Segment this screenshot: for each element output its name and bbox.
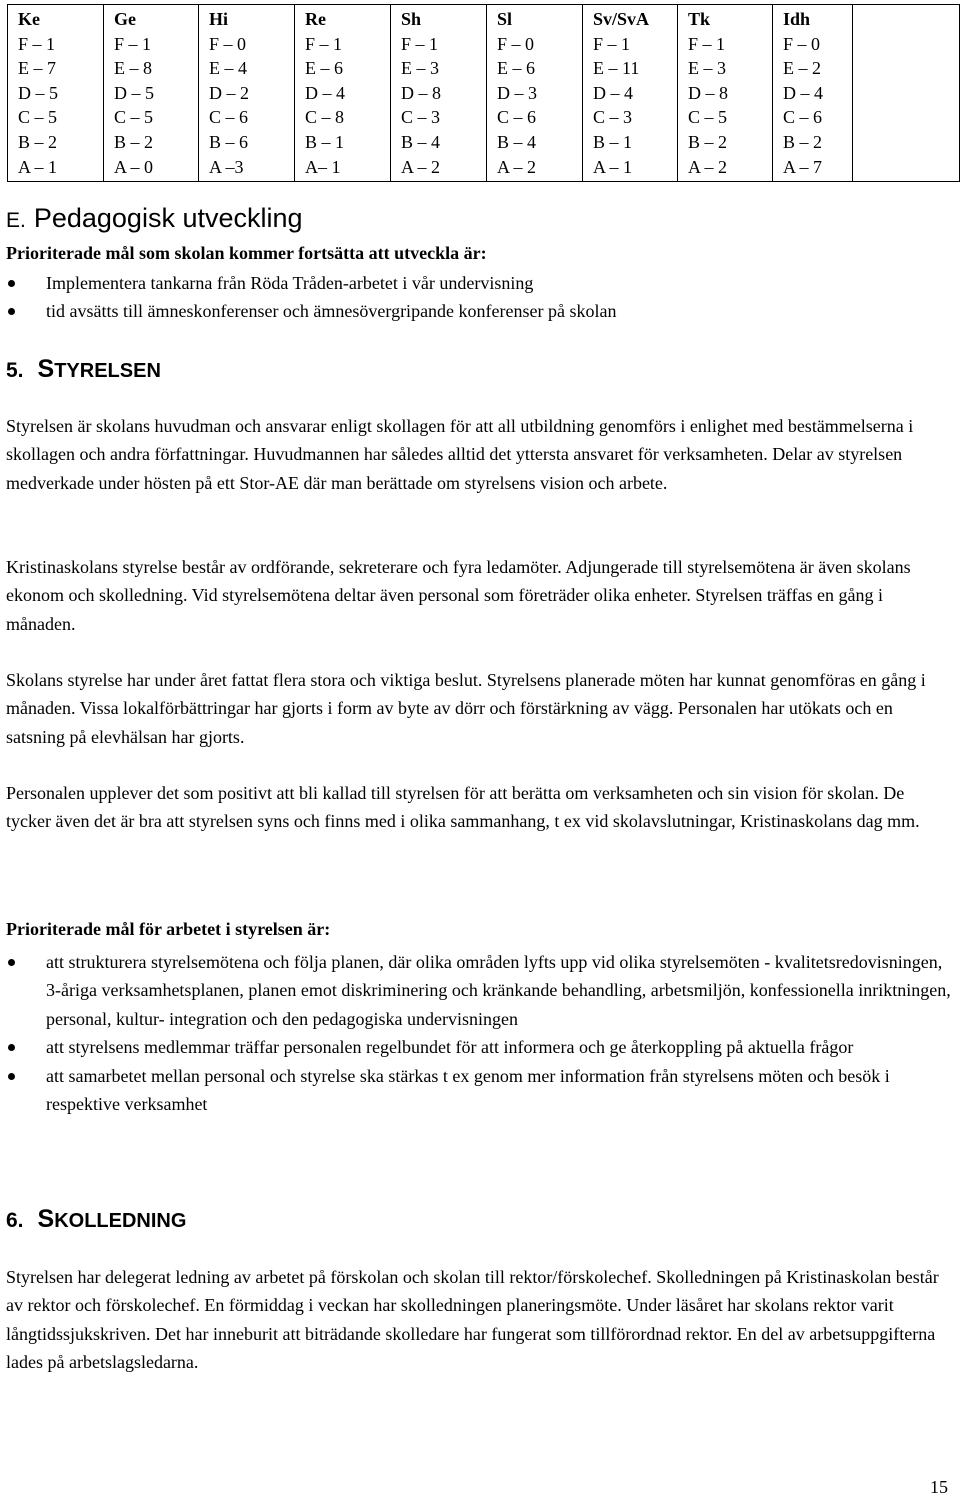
grade-count: F – 1 [401,33,439,54]
grade-count: F – 1 [305,33,343,54]
grades-subject-header: Ge [114,9,136,29]
grade-count: F – 0 [783,33,821,54]
grade-count: E – 3 [401,58,439,79]
grade-count: A –3 [209,156,244,177]
grades-cell [295,5,391,182]
grade-count: E – 8 [114,58,152,79]
grade-count: E – 6 [305,58,343,79]
grades-cell [8,5,104,182]
grades-cell [773,5,853,182]
grade-count: D – 5 [114,82,154,103]
grade-count: F – 0 [497,33,535,54]
grades-table [7,4,960,182]
grades-subject-header: Tk [688,9,711,29]
grades-subject-header: Idh [783,9,811,29]
section-e-subheading: Prioriterade mål som skolan kommer fortsätta att utveckla är: [6,243,487,263]
grades-cell [853,5,960,182]
grade-count: F – 1 [688,33,726,54]
list-item: tid avsätts till ämneskonferenser och ämnesövergripande konferenser på skolan [6,297,952,325]
grades-subject-header: Hi [209,9,229,29]
grade-count: E – 11 [593,58,640,79]
grade-count: D – 8 [688,82,728,103]
grades-row [8,5,960,182]
grade-count: C – 3 [401,107,441,128]
grades-subject-header: Ke [18,9,40,29]
section-5-paragraph: Personalen upplever det som positivt att bli kallad till styrelsen för att berätta om verksamheten och sin vision för skolan. De tycker även det är bra att styrelsen syns och finns med i olika sammanhang, t ex vid skolavslutningar, Kristinaskolans dag mm. [6,783,920,832]
list-item: att strukturera styrelsemötena och följa planen, där olika områden lyfts upp vid olika styrelsemöten - kvalitetsredovisningen, 3-åriga verksamhetsplanen, planen emot diskriminering och kränkande behandling, arbetsmiljön, konfessionella inriktningen, personal, kultur- integration och den pedagogiska undervisningen [6,948,952,1033]
section-5-paragraph: Skolans styrelse har under året fattat flera stora och viktiga beslut. Styrelsens planerade möten har kunnat genomföras en gång i månaden. Vissa lokalförbättringar har gjorts i form av byte av dörr och förstärkning av vägg. Personalen har utökats och en satsning på elevhälsan har gjorts. [6,670,926,747]
grades-subject-header: Sh [401,9,422,29]
grade-count: A – 0 [114,156,154,177]
bullet-icon [8,308,15,315]
grades-cell [487,5,583,182]
grade-count: D – 4 [783,82,823,103]
section-6-paragraph: Styrelsen har delegerat ledning av arbetet på förskolan och skolan till rektor/förskolechef. Skolledningen på Kristinaskolan består av rektor och förskolechef. En förmiddag i veckan har skolledningen planeringsmöte. Under läsåret har skolans rektor varit långtidssjukskriven. Det har inneburit att biträdande skolledare har fungerat som tillförordnad rektor. En del av arbetsuppgifterna lades på arbetslagsledarna. [6,1267,939,1373]
bullet-icon [8,1073,15,1080]
grade-count: B – 2 [18,131,58,152]
grade-count: E – 2 [783,58,821,79]
grade-count: B – 1 [305,131,345,152]
grade-count: A– 1 [305,156,341,177]
section-5-goals-heading: Prioriterade mål för arbetet i styrelsen är: [6,919,331,939]
grades-cell [391,5,487,182]
grade-count: C – 6 [783,107,823,128]
grade-count: A – 2 [497,156,537,177]
grades-cell [104,5,199,182]
section-5-paragraph: Kristinaskolans styrelse består av ordförande, sekreterare och fyra ledamöter. Adjungerade till styrelsemötena är även skolans ekonom och skolledning. Vid styrelsemötena deltar även personal som företräder olika enheter. Styrelsen träffas en gång i månaden. [6,557,911,634]
section-e-heading [6,203,952,234]
grade-count: E – 4 [209,58,247,79]
grade-count: A – 1 [593,156,633,177]
grades-subject-header: Re [305,9,326,29]
grade-count: D – 4 [305,82,345,103]
grade-count: E – 6 [497,58,535,79]
section-e-label: E. [6,209,26,232]
section-5-heading: 5. STYRELSEN [6,355,161,383]
list-item: att samarbetet mellan personal och styrelse ska stärkas t ex genom mer information från styrelsens möten och besök i respektive verksamhet [6,1062,952,1119]
page-number: 15 [930,1477,948,1497]
grade-count: D – 3 [497,82,537,103]
grade-count: F – 0 [209,33,247,54]
bullet-icon [8,959,15,966]
grade-count: C – 5 [114,107,154,128]
grade-count: B – 4 [497,131,537,152]
section-e-bullets [6,269,952,326]
grade-count: B – 1 [593,131,633,152]
grade-count: E – 7 [18,58,56,79]
list-item: Implementera tankarna från Röda Tråden-arbetet i vår undervisning [6,269,952,297]
section-5-paragraph: Styrelsen är skolans huvudman och ansvarar enligt skollagen för att all utbildning genomförs i enlighet med bestämmelserna i skollagen och andra författningar. Huvudmannen har således alltid det yttersta ansvaret för verksamheten. Delar av styrelsen medverkade under hösten på ett Stor-AE där man berättade om styrelsens vision och arbete. [6,416,914,493]
grade-count: B – 4 [401,131,441,152]
grade-count: C – 6 [497,107,537,128]
grades-subject-header: Sv/SvA [593,9,650,29]
grade-count: C – 3 [593,107,633,128]
grade-count: B – 2 [114,131,154,152]
grades-cell [583,5,678,182]
grades-cell [678,5,773,182]
grade-count: C – 5 [688,107,728,128]
grade-count: D – 4 [593,82,633,103]
grades-cell [199,5,295,182]
bullet-icon [8,280,15,287]
section-6-heading: 6. SKOLLEDNING [6,1205,187,1233]
grade-count: A – 1 [18,156,58,177]
grade-count: F – 1 [593,33,631,54]
grades-subject-header: Sl [497,9,513,29]
grade-count: A – 7 [783,156,823,177]
grade-count: A – 2 [688,156,728,177]
grade-count: C – 5 [18,107,58,128]
section-e-title: Pedagogisk utveckling [33,203,303,233]
list-item: att styrelsens medlemmar träffar personalen regelbundet för att informera och ge återkoppling på aktuella frågor [6,1033,952,1061]
grade-count: B – 2 [783,131,823,152]
grade-count: D – 8 [401,82,441,103]
grade-count: D – 5 [18,82,58,103]
grade-count: B – 2 [688,131,728,152]
grade-count: D – 2 [209,82,249,103]
section-5-goals [6,948,952,1118]
grade-count: C – 8 [305,107,345,128]
grade-count: E – 3 [688,58,726,79]
grade-count: F – 1 [18,33,56,54]
bullet-icon [8,1044,15,1051]
grade-count: A – 2 [401,156,441,177]
grade-count: B – 6 [209,131,249,152]
grade-count: F – 1 [114,33,152,54]
grade-count: C – 6 [209,107,249,128]
